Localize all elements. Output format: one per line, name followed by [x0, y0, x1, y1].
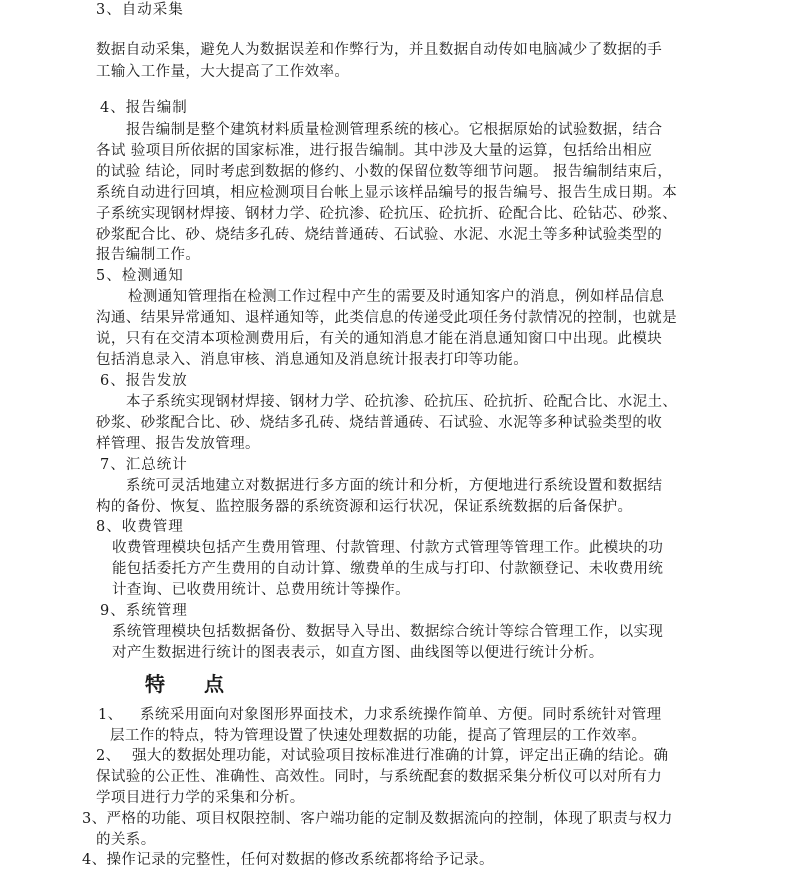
section-5-heading: 5、检测通知	[96, 268, 184, 284]
feature-2-number: 2、	[96, 748, 121, 764]
section-4-line-3: 的试验 结论，同时考虑到数据的修约、小数的保留位数等细节问题。 报告编制结束后，	[96, 164, 673, 180]
feature-3-line-2: 的关系。	[96, 832, 156, 848]
section-4-line-6: 砂浆配合比、砂、烧结多孔砖、烧结普通砖、石试验、水泥、水泥土等多种试验类型的	[96, 227, 663, 243]
section-4-line-4: 系统自动进行回填，相应检测项目台帐上显示该样品编号的报告编号、报告生成日期。本	[96, 185, 678, 201]
section-8-line-1: 收费管理模块包括产生费用管理、付款管理、付款方式管理等管理工作。此模块的功	[112, 540, 664, 556]
section-3-heading: 3、自动采集	[96, 2, 184, 18]
section-4-line-1: 报告编制是整个建筑材料质量检测管理系统的核心。它根据原始的试验数据，结合	[126, 122, 663, 138]
feature-2-line-3: 学项目进行力学的采集和分析。	[96, 790, 305, 806]
feature-1-line-2: 层工作的特点，特为管理设置了快速处理数据的功能，提高了管理层的工作效率。	[110, 728, 647, 744]
section-9-line-2: 对产生数据进行统计的图表表示，如直方图、曲线图等以便进行统计分析。	[112, 645, 604, 661]
feature-4-line-1: 4、操作记录的完整性，任何对数据的修改系统都将给予记录。	[82, 852, 494, 868]
section-4-line-7: 报告编制工作。	[96, 247, 201, 263]
section-5-line-1: 检测通知管理指在检测工作过程中产生的需要及时通知客户的消息，例如样品信息	[128, 289, 665, 305]
section-3-line-2: 工输入工作量，大大提高了工作效率。	[96, 64, 350, 80]
section-3-line-1: 数据自动采集，避免人为数据误差和作弊行为，并且数据自动传如电脑减少了数据的手	[96, 42, 663, 58]
features-title: 特 点	[145, 672, 240, 696]
section-5-line-2: 沟通、结果异常通知、退样通知等，此类信息的传递受此项任务付款情况的控制，也就是	[96, 310, 678, 326]
section-5-line-4: 包括消息录入、消息审核、消息通知及消息统计报表打印等功能。	[96, 352, 529, 368]
feature-3-line-1: 3、严格的功能、项目权限控制、客户端功能的定制及数据流向的控制，体现了职责与权力	[82, 811, 673, 827]
feature-1-line-1: 系统采用面向对象图形界面技术，力求系统操作简单、方便。同时系统针对管理	[140, 707, 662, 723]
section-4-line-2: 各试 验项目所依据的国家标准，进行报告编制。其中涉及大量的运算，包括给出相应	[96, 143, 653, 159]
section-5-line-3: 说，只有在交清本项检测费用后，有关的通知消息才能在消息通知窗口中出现。此模块	[96, 331, 663, 347]
section-4-heading: 4、报告编制	[100, 100, 188, 116]
section-7-line-2: 构的备份、恢复、监控服务器的系统资源和运行状况，保证系统数据的后备保护。	[96, 499, 633, 515]
section-6-heading: 6、报告发放	[100, 373, 188, 389]
section-9-heading: 9、系统管理	[100, 603, 188, 619]
section-7-heading: 7、汇总统计	[100, 457, 188, 473]
section-8-line-3: 计查询、已收费用统计、总费用统计等操作。	[112, 582, 410, 598]
section-7-line-1: 系统可灵活地建立对数据进行多方面的统计和分析，方便地进行系统设置和数据结	[126, 478, 663, 494]
section-8-heading: 8、收费管理	[96, 519, 184, 535]
feature-2-line-1: 强大的数据处理功能，对试验项目按标准进行准确的计算，评定出正确的结论。确	[132, 748, 669, 764]
section-6-line-1: 本子系统实现钢材焊接、钢材力学、砼抗渗、砼抗压、砼抗折、砼配合比、水泥土、	[126, 394, 678, 410]
feature-2-line-2: 保试验的公正性、准确性、高效性。同时，与系统配套的数据采集分析仪可以对所有力	[96, 769, 663, 785]
feature-1-number: 1、	[98, 707, 123, 723]
section-9-line-1: 系统管理模块包括数据备份、数据导入导出、数据综合统计等综合管理工作，以实现	[112, 624, 664, 640]
section-8-line-2: 能包括委托方产生费用的自动计算、缴费单的生成与打印、付款额登记、未收费用统	[112, 561, 664, 577]
section-4-line-5: 子系统实现钢材焊接、钢材力学、砼抗渗、砼抗压、砼抗折、砼配合比、砼钻芯、砂浆、	[96, 206, 678, 222]
section-6-line-2: 砂浆、砂浆配合比、砂、烧结多孔砖、烧结普通砖、石试验、水泥等多种试验类型的收	[96, 415, 663, 431]
section-6-line-3: 样管理、报告发放管理。	[96, 436, 260, 452]
